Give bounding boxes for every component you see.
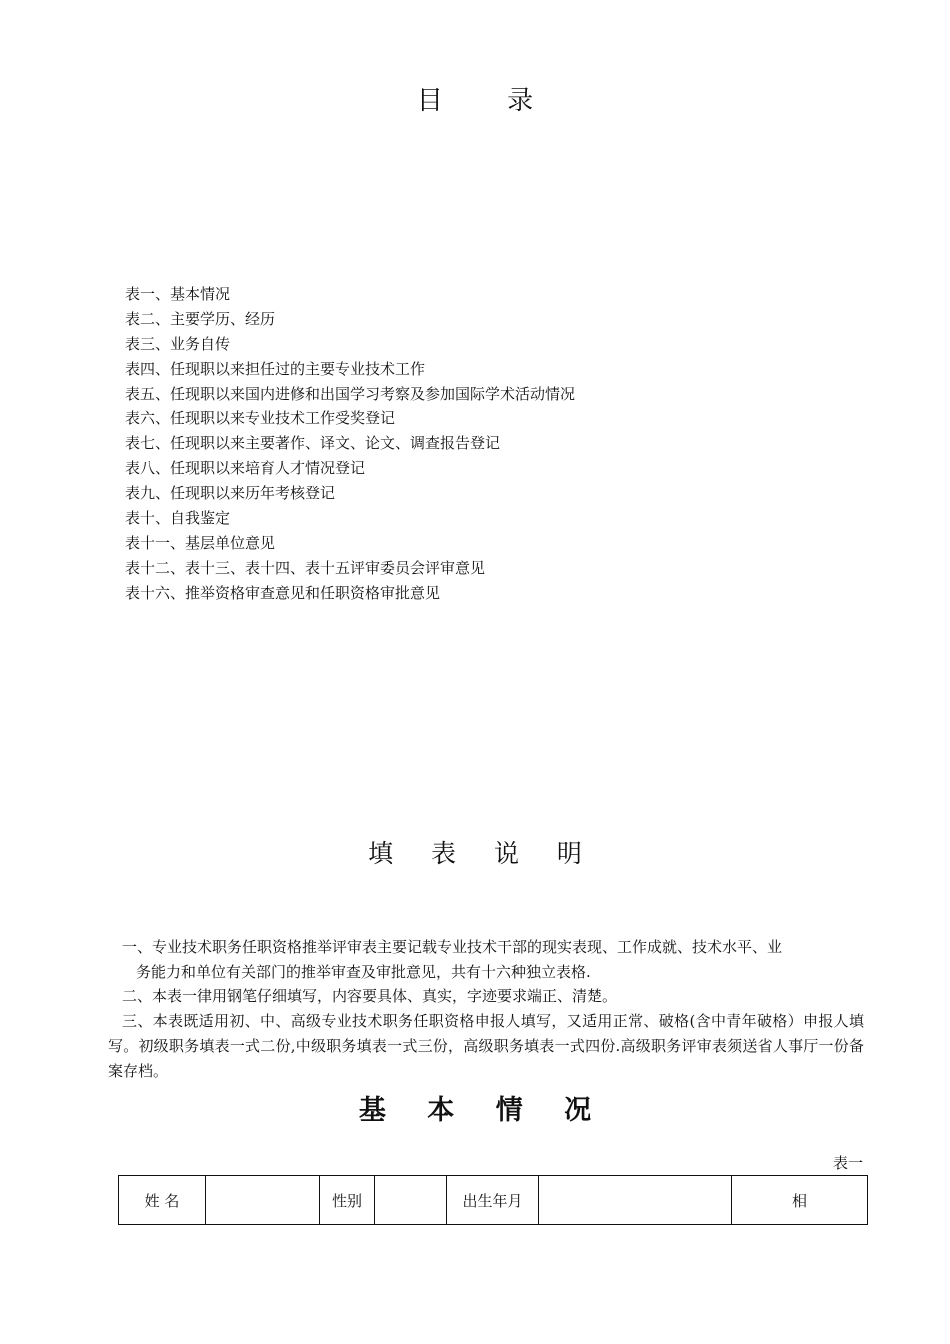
birth-label-cell: 出生年月 [447,1176,539,1225]
instruction-note-1-line-2: 务能力和单位有关部门的推举审查及审批意见，共有十六种独立表格. [136,962,591,981]
gender-value-cell[interactable] [375,1176,447,1225]
instruction-note-1 [108,935,864,984]
instruction-note-2: 二、本表一律用钢笔仔细填写，内容要具体、真实，字迹要求端正、清楚。 [122,987,618,1006]
contents-list [125,282,825,606]
contents-item: 表四、任现职以来担任过的主要专业技术工作 [125,359,426,378]
table-row [119,1176,868,1225]
contents-item: 表五、任现职以来国内进修和出国学习考察及参加国际学术活动情况 [125,384,576,403]
contents-item: 表三、业务自传 [125,334,231,353]
name-label-cell: 姓 名 [119,1176,206,1225]
photo-label-cell: 相 [732,1176,868,1225]
contents-item: 表十、自我鉴定 [125,509,231,528]
contents-item: 表十二、表十三、表十四、表十五评审委员会评审意见 [125,558,486,577]
contents-item: 表七、任现职以来主要著作、译文、论文、调查报告登记 [125,434,501,453]
name-value-cell[interactable] [206,1176,320,1225]
contents-item: 表六、任现职以来专业技术工作受奖登记 [125,409,396,428]
basic-info-table [118,1175,868,1225]
instruction-note-3: 三、本表既适用初、中、高级专业技术职务任职资格申报人填写，又适用正常、破格(含中青年破格）申报人填写。初级职务填表一式二份,中级职务填表一式三份，高级职务填表一式四份.高级职务评审表须送省人事厅一份备案存档。 [108,1012,864,1080]
contents-item: 表二、主要学历、经历 [125,309,276,328]
contents-item: 表八、任现职以来培育人才情况登记 [125,459,366,478]
basic-info-title: 基 本 情 况 [358,1095,608,1126]
contents-item: 表九、任现职以来历年考核登记 [125,484,336,503]
instruction-note-1-line-1: 一、专业技术职务任职资格推举评审表主要记载专业技术干部的现实表现、工作成就、技术水平、业 [122,938,783,956]
birth-value-cell[interactable] [539,1176,732,1225]
contents-title: 目 录 [416,86,562,116]
table-number-label: 表一 [832,1154,863,1172]
contents-item: 表十一、基层单位意见 [125,533,276,552]
contents-item: 表一、基本情况 [125,285,231,303]
instructions-notes [108,935,864,1083]
instructions-title: 填 表 说 明 [368,839,597,868]
gender-label-cell: 性别 [320,1176,375,1225]
contents-item: 表十六、推举资格审查意见和任职资格审批意见 [125,583,441,602]
